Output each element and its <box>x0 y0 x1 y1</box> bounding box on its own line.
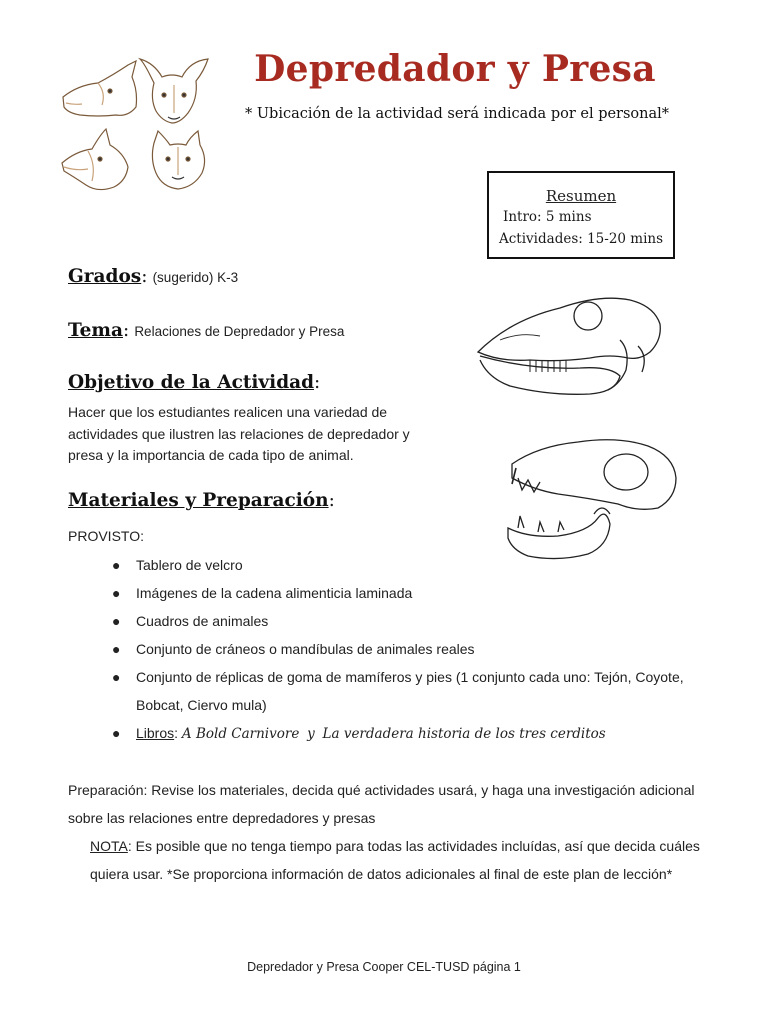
bullet-icon: ● <box>112 725 121 741</box>
list-item-text: Conjunto de réplicas de goma de mamíferos y pies (1 conjunto cada uno: Tejón, Coyote, Bobcat, Ciervo mula) <box>136 669 684 713</box>
list-item-text: Imágenes de la cadena alimenticia laminada <box>136 585 413 601</box>
list-item-text: Conjunto de cráneos o mandíbulas de animales reales <box>136 641 475 657</box>
grades-value: (sugerido) K-3 <box>152 270 239 285</box>
page-title: Depredador y Presa <box>254 48 656 90</box>
preparation-text: Preparación: Revise los materiales, decida qué actividades usará, y haga una investigación adicional sobre las relaciones entre depredadores y presas <box>68 782 695 826</box>
summary-box <box>487 171 675 259</box>
book-title-1: A Bold Carnivore <box>181 726 300 742</box>
list-item-text: Cuadros de animales <box>136 613 269 629</box>
note-label: NOTA <box>90 838 128 854</box>
bullet-icon: ● <box>112 585 121 601</box>
materials-label: Materiales y Preparación <box>68 490 329 511</box>
animal-heads-illustration <box>58 55 223 205</box>
grades-colon: : <box>141 266 148 287</box>
summary-title: Resumen <box>545 187 617 205</box>
books-label: Libros <box>136 725 175 741</box>
topic-row <box>68 320 344 341</box>
grades-row <box>68 266 238 287</box>
deer-skull-illustration <box>470 280 670 410</box>
topic-label: Tema <box>68 320 123 341</box>
objective-label: Objetivo de la Actividad <box>68 372 315 393</box>
books-connector: y <box>307 726 315 742</box>
note-paragraph <box>90 832 710 888</box>
book-title-2: La verdadera historia de los tres cerditos <box>322 726 606 742</box>
objective-heading-row <box>68 372 320 393</box>
activity-location-note: * Ubicación de la actividad será indicada por el personal* <box>244 106 670 122</box>
topic-colon: : <box>122 320 130 341</box>
objective-text: Hacer que los estudiantes realicen una variedad de actividades que ilustren las relaciones de depredador y presa y la importancia de cada tipo de animal. <box>68 404 410 463</box>
list-item-text: Tablero de velcro <box>136 557 243 573</box>
books-line <box>136 719 692 748</box>
note-text: : Es posible que no tenga tiempo para todas las actividades incluídas, así que decida cuáles quiera usar. *Se proporciona información de datos adicionales al final de este plan de lección* <box>90 838 700 882</box>
provided-label: PROVISTO: <box>68 528 144 544</box>
books-colon: : <box>174 725 182 741</box>
bullet-icon: ● <box>112 613 121 629</box>
bullet-icon: ● <box>112 669 121 685</box>
summary-intro-duration: Intro: 5 mins <box>503 209 592 225</box>
topic-value: Relaciones de Depredador y Presa <box>134 324 345 339</box>
bullet-icon: ● <box>112 557 121 573</box>
summary-activities-duration: Actividades: 15-20 mins <box>499 231 664 247</box>
materials-heading-row <box>68 490 335 511</box>
grades-label: Grados <box>68 266 142 287</box>
materials-colon: : <box>328 490 335 511</box>
bullet-icon: ● <box>112 641 121 657</box>
objective-colon: : <box>314 372 321 393</box>
page-footer: Depredador y Presa Cooper CEL-TUSD página 1 <box>247 960 521 974</box>
